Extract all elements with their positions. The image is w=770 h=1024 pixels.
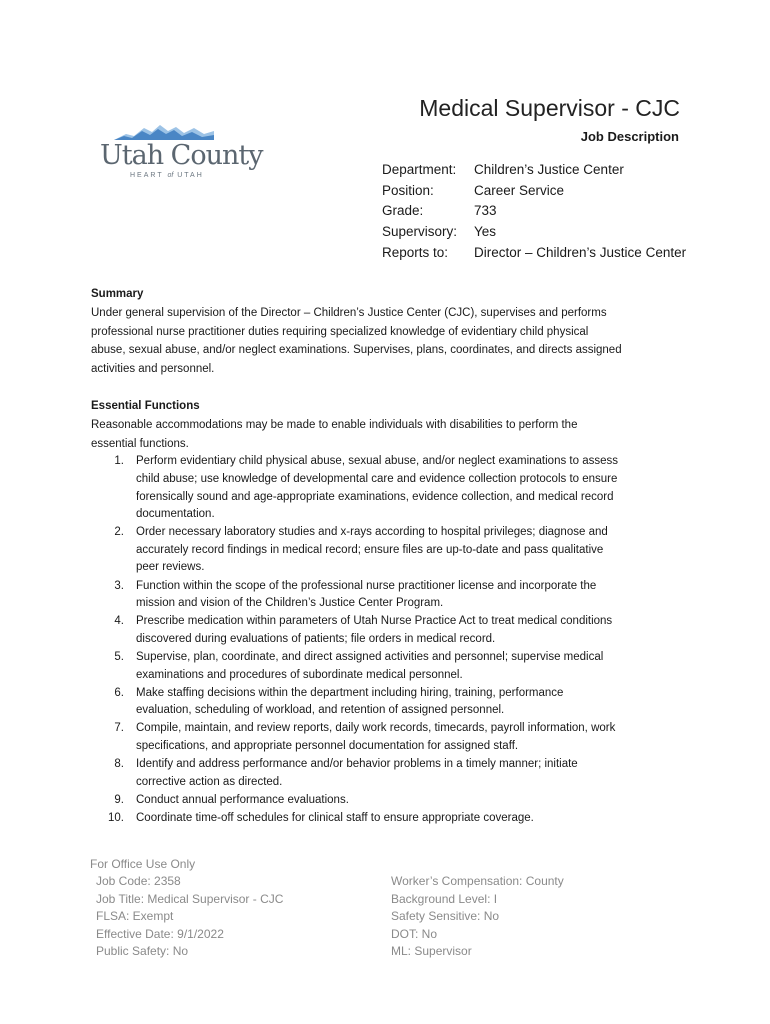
- meta-row-position: [382, 181, 686, 202]
- list-item: [91, 578, 691, 613]
- list-item: [91, 756, 691, 791]
- logo-tagline: [130, 172, 204, 179]
- list-item: [91, 810, 691, 828]
- logo-tagline-right: UTAH: [177, 172, 204, 179]
- essential-intro-line: essential functions.: [91, 437, 189, 450]
- list-item: [91, 792, 691, 810]
- list-line: Conduct annual performance evaluations.: [136, 793, 349, 806]
- list-item: [91, 613, 691, 648]
- list-line: forensically sound and age-appropriate examinations, evidence collection, and medical record: [136, 490, 614, 503]
- list-line: specifications, and appropriate personnel documentation for assigned staff.: [136, 739, 519, 752]
- list-line: Supervise, plan, coordinate, and direct assigned activities and personnel; supervise medical: [136, 650, 604, 663]
- meta-value: Career Service: [474, 182, 565, 198]
- list-line: Perform evidentiary child physical abuse, sexual abuse, and/or neglect examinations to assess: [136, 455, 618, 468]
- summary-section: [91, 285, 691, 379]
- list-number: 10.: [108, 811, 124, 824]
- list-line: evaluation, scheduling of workload, and retention of assigned personnel.: [136, 704, 505, 717]
- list-line: Function within the scope of the professional nurse practitioner license and incorporate the: [136, 579, 597, 592]
- essential-functions-list: [91, 453, 691, 827]
- job-meta-table: [382, 160, 686, 264]
- list-line: discovered during evaluations of patients; file orders in medical record.: [136, 632, 496, 645]
- list-line: mission and vision of the Children’s Justice Center Program.: [136, 597, 444, 610]
- office-column-left: [96, 873, 391, 960]
- office-field: Worker’s Compensation: County: [391, 874, 564, 889]
- essential-functions-section: [91, 397, 691, 828]
- meta-row-supervisory: [382, 222, 686, 243]
- list-line: corrective action as directed.: [136, 775, 283, 788]
- office-field: Safety Sensitive: No: [391, 909, 500, 924]
- office-columns: [96, 873, 690, 960]
- meta-value: Children’s Justice Center: [474, 162, 624, 177]
- list-number: 6.: [114, 686, 124, 699]
- office-field: Background Level: I: [391, 891, 498, 906]
- meta-label: Grade:: [382, 203, 424, 219]
- meta-label: Position:: [382, 182, 434, 198]
- list-line: Make staffing decisions within the department including hiring, training, performance: [136, 686, 564, 699]
- mountains-icon: [114, 122, 214, 142]
- essential-heading: Essential Functions: [91, 400, 200, 412]
- summary-heading: Summary: [91, 288, 144, 300]
- logo-name: Utah County: [100, 140, 263, 171]
- meta-value: 733: [474, 203, 497, 219]
- office-field: Effective Date: 9/1/2022: [96, 926, 224, 941]
- summary-line: activities and personnel.: [91, 363, 215, 376]
- list-line: documentation.: [136, 508, 215, 521]
- logo-tagline-left: HEART: [130, 172, 164, 179]
- list-number: 2.: [114, 526, 124, 539]
- office-use-section: [90, 856, 690, 960]
- list-line: examinations and procedures of subordinate medical personnel.: [136, 668, 463, 681]
- list-number: 3.: [114, 579, 124, 592]
- list-item: [91, 685, 691, 720]
- logo-tagline-of: of: [167, 172, 174, 179]
- list-item: [91, 649, 691, 684]
- list-line: Identify and address performance and/or behavior problems in a timely manner; initiate: [136, 757, 578, 770]
- list-line: Compile, maintain, and review reports, daily work records, timecards, payroll information, work: [136, 722, 616, 735]
- summary-line: Under general supervision of the Director – Children’s Justice Center (CJC), supervises and performs: [91, 306, 607, 319]
- office-field: ML: Supervisor: [391, 944, 472, 959]
- document-title: Medical Supervisor - CJC: [419, 95, 680, 121]
- list-line: Coordinate time-off schedules for clinical staff to ensure appropriate coverage.: [136, 811, 534, 824]
- list-line: child abuse; use knowledge of developmental care and evidence collection protocols to ensure: [136, 472, 618, 485]
- meta-label: Supervisory:: [382, 224, 458, 240]
- list-line: Prescribe medication within parameters of Utah Nurse Practice Act to treat medical conditions: [136, 615, 613, 628]
- office-field: DOT: No: [391, 926, 438, 941]
- meta-label: Reports to:: [382, 244, 449, 260]
- essential-intro-line: Reasonable accommodations may be made to enable individuals with disabilities to perform the: [91, 418, 578, 431]
- list-line: peer reviews.: [136, 561, 205, 574]
- utah-county-logo: [100, 122, 263, 182]
- list-number: 8.: [114, 757, 124, 770]
- list-number: 7.: [114, 722, 124, 735]
- list-number: 4.: [114, 615, 124, 628]
- summary-line: professional nurse practitioner duties requiring specialized knowledge of evidentiary child physical: [91, 325, 589, 338]
- office-field: Job Title: Medical Supervisor - CJC: [96, 891, 284, 906]
- list-item: [91, 720, 691, 755]
- office-column-right: [391, 873, 681, 960]
- office-field: Public Safety: No: [96, 944, 189, 959]
- list-number: 1.: [114, 455, 124, 468]
- list-number: 9.: [114, 793, 124, 806]
- meta-label: Department:: [382, 162, 457, 177]
- office-field: FLSA: Exempt: [96, 909, 174, 924]
- list-line: accurately record findings in medical record; ensure files are up-to-date and pass qualitative: [136, 543, 604, 556]
- meta-value: Yes: [474, 224, 497, 240]
- summary-line: abuse, sexual abuse, and/or neglect examinations. Supervises, plans, coordinates, and directs assigned: [91, 344, 622, 357]
- meta-row-grade: [382, 201, 686, 222]
- list-item: [91, 524, 691, 577]
- list-item: [91, 453, 691, 523]
- document-subtitle: Job Description: [580, 129, 679, 144]
- meta-row-reports-to: [382, 243, 686, 264]
- list-number: 5.: [114, 650, 124, 663]
- office-field: Job Code: 2358: [96, 874, 181, 889]
- office-heading: For Office Use Only: [90, 857, 196, 871]
- meta-value: Director – Children’s Justice Center: [474, 244, 687, 260]
- list-line: Order necessary laboratory studies and x-rays according to hospital privileges; diagnose and: [136, 526, 608, 539]
- meta-row-department: [382, 160, 686, 181]
